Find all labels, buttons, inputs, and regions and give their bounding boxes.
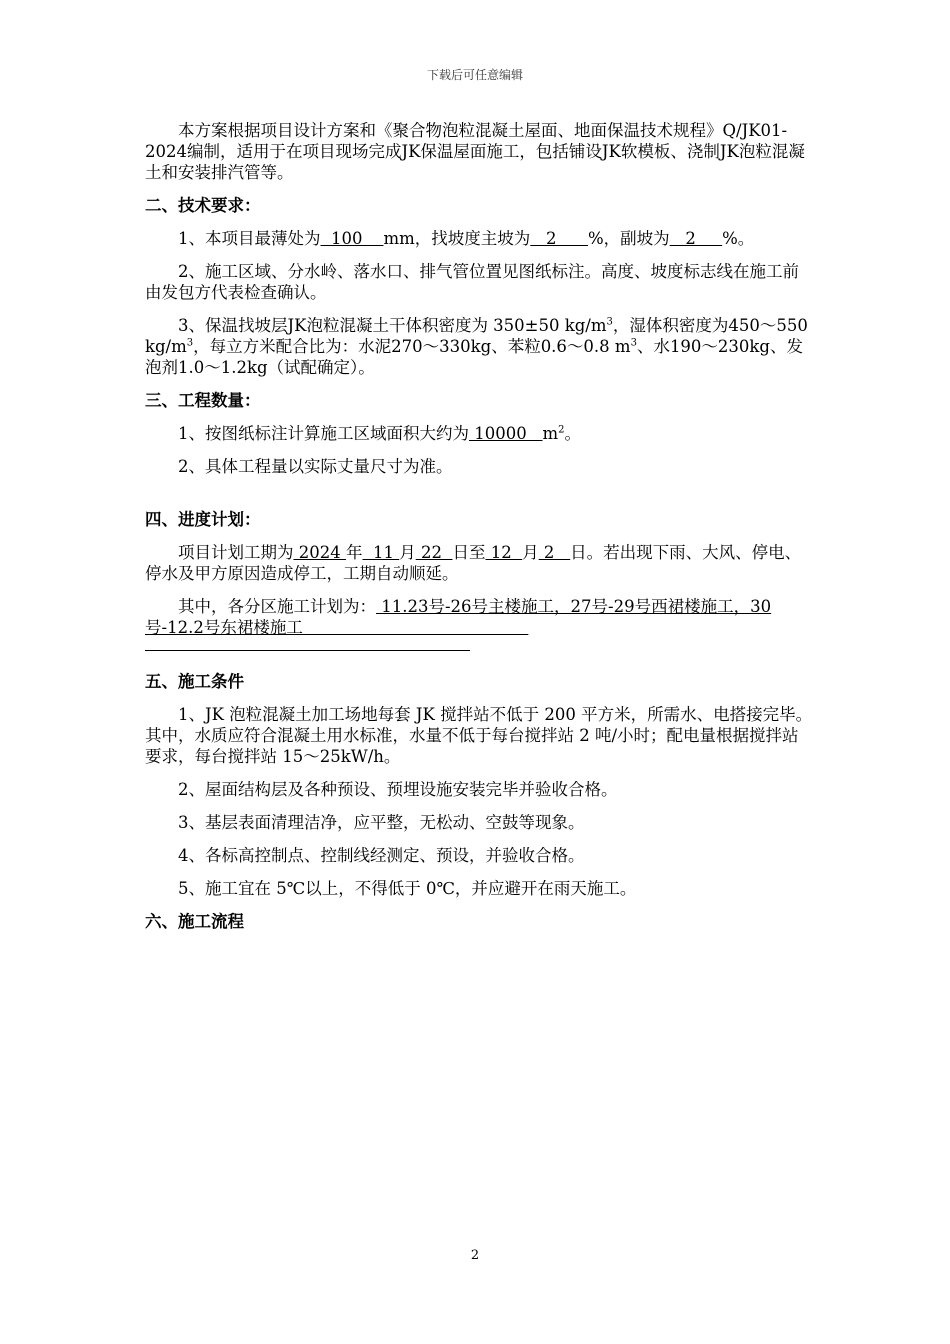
tech-req-1: 1、本项目最薄处为 100 mm，找坡度主坡为 2 %，副坡为 2 %。 xyxy=(178,229,755,248)
condition-2: 2、屋面结构层及各种预设、预埋设施安装完毕并验收合格。 xyxy=(178,780,618,799)
intro-paragraph: 本方案根据项目设计方案和《聚合物泡粒混凝土屋面、地面保温技术规程》Q/JK01-2024编制，适用于在项目现场完成JK保温屋面施工，包括铺设JK软模板、浇制JK泡粒混凝土和安装排汽管等。 xyxy=(145,121,805,182)
start-year: 2024 xyxy=(293,543,346,562)
quantity-1: 1、按图纸标注计算施工区域面积大约为 10000 $m^2$。 xyxy=(178,424,581,443)
zone-plan-value: 11.23号-26号主楼施工，27号-29号西裙楼施工，30号-12.2号东裙楼施工 xyxy=(145,597,772,637)
area-value: 10000 xyxy=(469,424,543,443)
end-month: 12 xyxy=(485,543,523,562)
start-day: 22 xyxy=(415,543,453,562)
tech-req-3: 3、保温找坡层JK泡粒混凝土干体积密度为 350±50 $kg/m^3$，湿体积密度为450～550 $kg/m^3$，每立方米配合比为：水泥270～330kg、苯粒0.6～0.8 $m^3$、水190～230kg、发泡剂1.0～1.2kg（试配确定）。 xyxy=(145,316,808,377)
section-4-title: 四、进度计划： xyxy=(145,510,261,529)
min-thickness-value: 100 xyxy=(320,229,384,248)
section-3-title: 三、工程数量： xyxy=(145,391,261,410)
sub-slope-value: 2 xyxy=(669,229,723,248)
section-6-title: 六、施工流程 xyxy=(145,912,244,931)
condition-1: 1、JK 泡粒混凝土加工场地每套 JK 搅拌站不低于 200 平方米，所需水、电搭接完毕。其中，水质应符合混凝土用水标准，水量不低于每台搅拌站 2 吨/小时；配电量根据搅拌站要求，每台搅拌站 15～25kW/h。 xyxy=(145,705,813,766)
section-5-title: 五、施工条件 xyxy=(145,672,244,691)
blank-underline xyxy=(145,638,470,651)
main-slope-value: 2 xyxy=(530,229,588,248)
schedule-2: 其中，各分区施工计划为： 11.23号-26号主楼施工，27号-29号西裙楼施工，30号-12.2号东裙楼施工 xyxy=(145,597,772,637)
condition-5: 5、施工宜在 5℃以上，不得低于 0℃，并应避开在雨天施工。 xyxy=(178,879,637,898)
condition-4: 4、各标高控制点、控制线经测定、预设，并验收合格。 xyxy=(178,846,585,865)
end-day: 2 xyxy=(538,543,571,562)
section-2-title: 二、技术要求： xyxy=(145,196,261,215)
condition-3: 3、基层表面清理洁净，应平整，无松动、空鼓等现象。 xyxy=(178,813,585,832)
tech-req-2: 2、施工区域、分水岭、落水口、排气管位置见图纸标注。高度、坡度标志线在施工前由发包方代表检查确认。 xyxy=(145,262,799,302)
page-number: 2 xyxy=(470,1248,480,1263)
document-body xyxy=(145,120,815,944)
quantity-2: 2、具体工程量以实际丈量尺寸为准。 xyxy=(178,457,453,476)
page-header: 下载后可任意编辑 xyxy=(426,68,523,82)
start-month: 11 xyxy=(362,543,400,562)
schedule-1: 项目计划工期为 2024 年 11 月 22 日至 12 月 2 日。若出现下雨、大风、停电、停水及甲方原因造成停工，工期自动顺延。 xyxy=(145,543,802,583)
